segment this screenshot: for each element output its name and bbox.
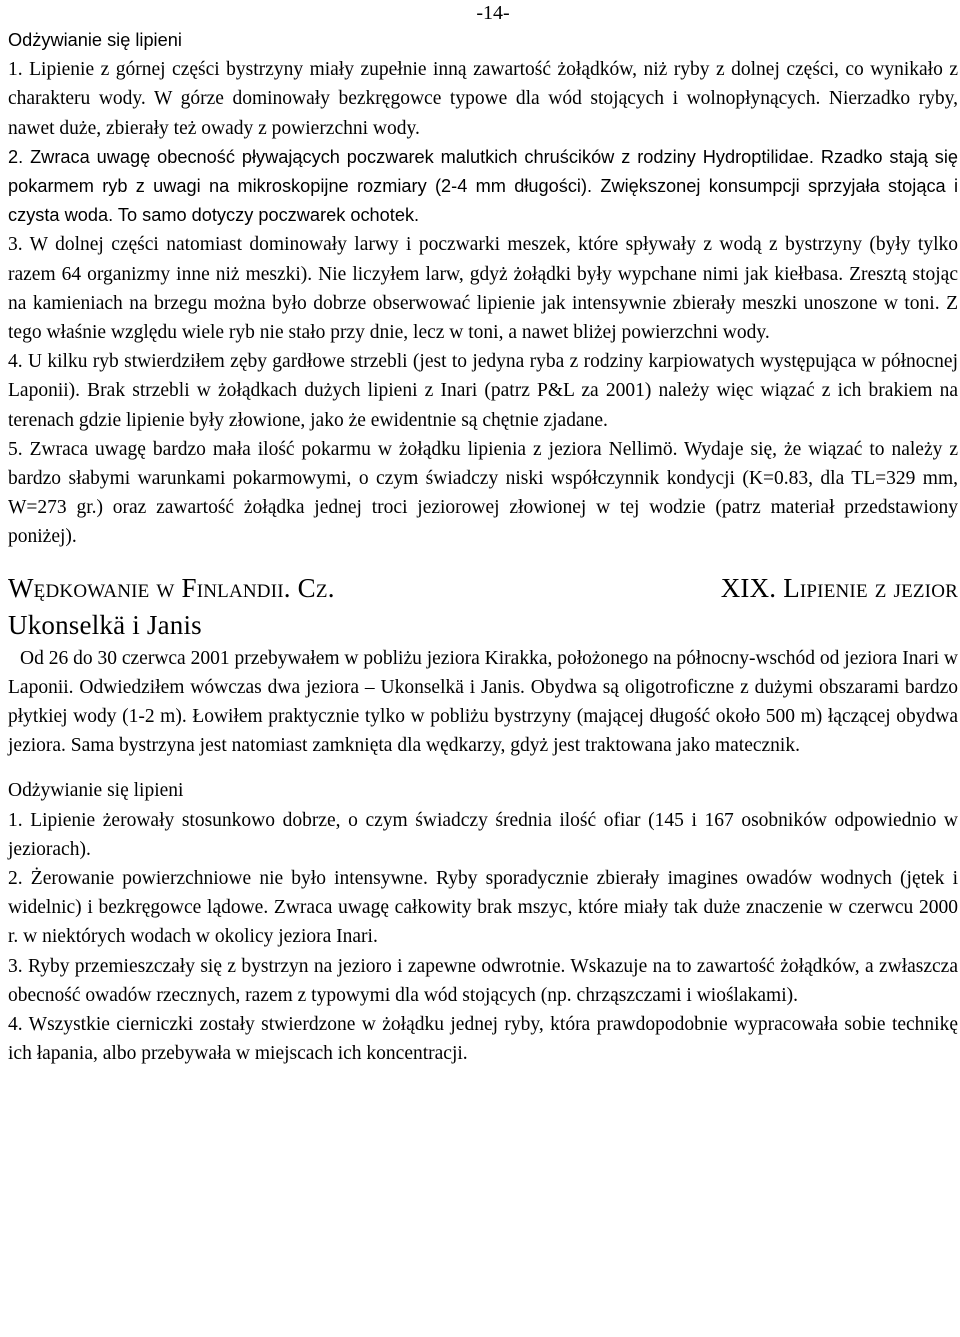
page-number: -14-: [476, 2, 510, 24]
paragraph-item-2-1: 1. Lipienie żerowały stosunkowo dobrze, o czym świadczy średnia ilość ofiar (145 i 167 osobników odpowiednio w jeziorach).: [8, 809, 958, 860]
heading-part-right: XIX. Lipienie z jezior: [720, 572, 958, 603]
paragraph-item-5: 5. Zwraca uwagę bardzo mała ilość pokarmu w żołądku lipienia z jeziora Nellimö. Wydaje się, że wiązać to należy z bardzo słabymi warunkami pokarmowymi, o czym świadczy niski współczynnik kondycji (K=0.83, dla TL=329 mm, W=273 gr.) oraz zawartość żołądka jednej troci jeziorowej złowionej w tej wodzie (patrz materiał przedstawiony poniżej).: [8, 438, 958, 548]
document-page: [8, 0, 958, 1069]
paragraph-item-2-3: 3. Ryby przemieszczały się z bystrzyn na jezioro i zapewne odwrotnie. Wskazuje na to zawartość żołądków, a zwłaszcza obecność owadów rzecznych, razem z typowymi dla wód stojących (np. chrząszczami i wioślakami).: [8, 955, 958, 1006]
paragraph-item-4: 4. U kilku ryb stwierdziłem zęby gardłowe strzebli (jest to jedyna ryba z rodziny karpiowatych występująca w północnej Laponii). Brak strzebli w żołądkach dużych lipieni z Inari (patrz P&L za 2001) należy więc wiązać z ich brakiem na terenach gdzie lipienie były złowione, jako że ewidentnie są chętnie zjadane.: [8, 351, 958, 431]
intro-paragraph: Od 26 do 30 czerwca 2001 przebywałem w pobliżu jeziora Kirakka, położonego na północny-wschód od jeziora Inari w Laponii. Odwiedziłem wówczas dwa jeziora – Ukonselkä i Janis. Obydwa są oligotroficzne z dużymi obszarami bardzo płytkiej wody (1-2 m). Łowiłem praktycznie tylko w pobliżu bystrzyny (mającej długość około 500 m) łączącej obydwa jeziora. Sama bystrzyna jest natomiast zamknięta dla wędkarzy, gdyż jest traktowana jako matecznik.: [8, 647, 958, 757]
paragraph-item-2-4: 4. Wszystkie cierniczki zostały stwierdzone w żołądku jednej ryby, która prawdopodobnie wypracowała sobie technikę ich łapania, albo przebywała w miejscach ich koncentracji.: [8, 1014, 958, 1065]
heading-part-left: Wędkowanie w Finlandii. Cz.: [8, 572, 335, 603]
article-heading: [8, 570, 958, 607]
paragraph-item-2: 2. Zwraca uwagę obecność pływających poczwarek malutkich chruścików z rodziny Hydroptilidae. Rzadko stają się pokarmem ryb z uwagi na mikroskopijne rozmiary (2-4 mm długości). Zwiększonej konsumpcji sprzyjała stojąca i czysta woda. To samo dotyczy poczwarek ochotek.: [8, 146, 958, 226]
heading-line-2: Ukonselkä i Janis: [8, 609, 202, 640]
paragraph-item-3: 3. W dolnej części natomiast dominowały larwy i poczwarki meszek, które spływały z wodą z bystrzyny (były tylko razem 64 organizmy inne niż meszki). Nie liczyłem larw, gdyż żołądki były wypchane nimi jak kiełbasa. Zresztą stojąc na kamieniach na brzegu można było dobrze obserwować lipienie jak intensywnie zbierały meszki unoszone w toni. Z tego właśnie względu wiele ryb nie stało przy dnie, lecz w toni, a nawet bliżej powierzchni wody.: [8, 234, 958, 344]
section-subheading-2: Odżywianie się lipieni: [8, 780, 184, 802]
paragraph-item-2-2: 2. Żerowanie powierzchniowe nie było intensywne. Ryby sporadycznie zbierały imagines owadów wodnych (jętek i widelnic) i bezkręgowce lądowe. Zwraca uwagę całkowity brak mszyc, które miały tak duże znaczenie w czerwcu 2000 r. w niektórych wodach w okolicy jeziora Inari.: [8, 868, 958, 948]
paragraph-item-1: 1. Lipienie z górnej części bystrzyny miały zupełnie inną zawartość żołądków, niż ryby z dolnej części, co wynikało z charakteru wody. W górze dominowały bezkręgowce typowe dla wód stojących i wolnopłynących. Nierzadko ryby, nawet duże, zbierały też owady z powierzchni wody.: [8, 59, 958, 139]
section-subheading: Odżywianie się lipieni: [8, 30, 182, 50]
